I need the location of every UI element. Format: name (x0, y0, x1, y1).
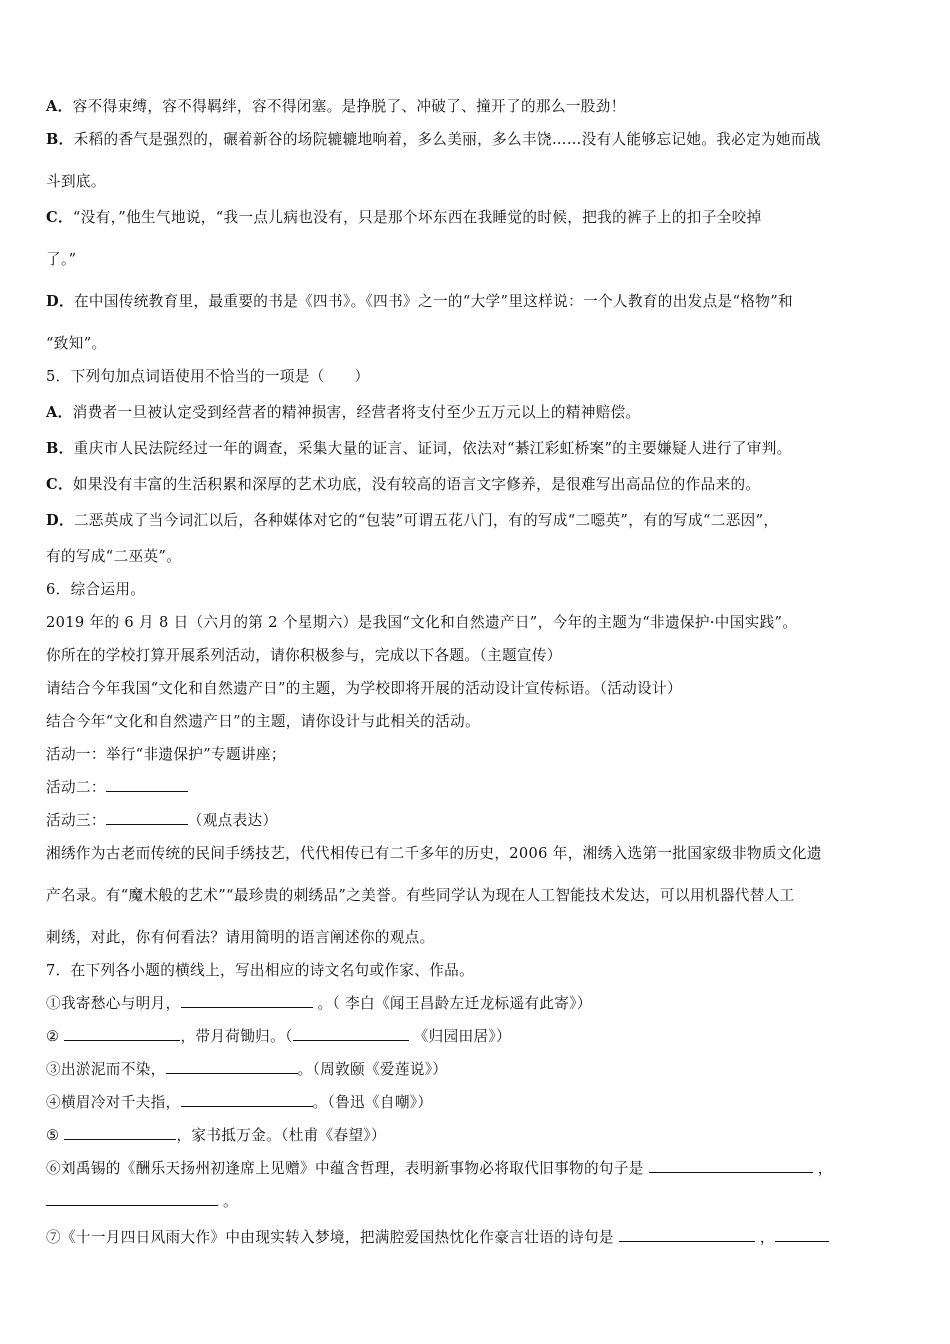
answer-blank[interactable] (649, 1158, 813, 1173)
answer-blank[interactable] (46, 1191, 218, 1206)
q5-option-b: B．重庆市人民法院经过一年的调查，采集大量的证言、证词，依法对“綦江彩虹桥案”的主要嫌疑人进行了审判。 (46, 440, 792, 457)
q5-option-c: C．如果没有丰富的生活积累和深厚的艺术功底，没有较高的语言文字修养，是很难写出高品位的作品来的。 (46, 476, 761, 493)
q4-option-c: C．“没有，”他生气地说，“我一点儿病也没有，只是那个坏东西在我睡觉的时候，把我的裤子上的扣子全咬掉 (46, 209, 762, 226)
q6-line: 2019 年的 6 月 8 日（六月的第 2 个星期六）是我国“文化和自然遗产日”，今年的主题为“非遗保护·中国实践”。 (46, 614, 798, 631)
q7-item-4: ④横眉冷对千夫指， 。（鲁迅《自嘲》） (46, 1094, 433, 1111)
answer-blank[interactable] (106, 810, 188, 825)
q7-item-6-cont: 。 (46, 1191, 908, 1213)
q5-option-d: D．二恶英成了当今词汇以后，各种媒体对它的“包装”可谓五花八门，有的写成“二噁英”，有的写成“二恶因”， (46, 512, 779, 529)
answer-blank[interactable] (64, 1026, 180, 1041)
q7-item-5: ⑤ ，家书抵万金。（杜甫《春望》） (46, 1127, 386, 1144)
q7-stem: 7．在下列各小题的横线上，写出相应的诗文名句或作家、作品。 (46, 962, 475, 979)
q7-item-1: ①我寄愁心与明月， 。（ 李白《闻王昌龄左迁龙标遥有此寄》） (46, 995, 592, 1012)
q4-option-d: D．在中国传统教育里，最重要的书是《四书》。《四书》之一的“大学”里这样说：一个人教育的出发点是“格物”和 (46, 293, 793, 310)
q6-line: 活动一：举行“非遗保护”专题讲座； (46, 746, 286, 763)
q7-item-3: ③出淤泥而不染， 。（周敦颐《爱莲说》） (46, 1061, 448, 1078)
q7-item-6: ⑥刘禹锡的《酬乐天扬州初逢席上见赠》中蕴含哲理，表明新事物必将取代旧事物的句子是 ， (46, 1160, 833, 1177)
answer-blank[interactable] (181, 1092, 313, 1107)
q4-option-c-cont: 了。” (46, 251, 77, 268)
q6-activity-two: 活动二： (46, 777, 908, 799)
q7-item-2: ② ，带月荷锄归。（ 《归园田居》） (46, 1028, 512, 1045)
q4-option-b: B．禾稻的香气是强烈的，碾着新谷的场院辘辘地响着，多么美丽，多么丰饶……没有人能够忘记她。我必定为她而战 (46, 131, 821, 148)
answer-blank[interactable] (619, 1227, 755, 1242)
q4-option-d-cont: “致知”。 (46, 335, 107, 352)
q4-option-b-cont: 斗到底。 (46, 173, 106, 190)
answer-blank[interactable] (775, 1227, 829, 1242)
q6-line: 你所在的学校打算开展系列活动，请你积极参与，完成以下各题。（主题宣传） (46, 647, 562, 664)
q6-line: 结合今年“文化和自然遗产日”的主题，请你设计与此相关的活动。 (46, 713, 481, 730)
q6-stem: 6．综合运用。 (46, 581, 146, 598)
answer-blank[interactable] (181, 993, 313, 1008)
q6-passage-line: 产名录。有“魔术般的艺术”“最珍贵的刺绣品”之美誉。有些同学认为现在人工智能技术发达，可以用机器代替人工 (46, 887, 795, 904)
answer-blank[interactable] (293, 1026, 409, 1041)
answer-blank[interactable] (64, 1125, 176, 1140)
q5-stem: 5．下列句加点词语使用不恰当的一项是（ ） (46, 368, 370, 385)
q5-option-a: A．消费者一旦被认定受到经营者的精神损害，经营者将支付至少五万元以上的精神赔偿。 (46, 404, 641, 421)
answer-blank[interactable] (106, 777, 188, 792)
q6-activity-three: 活动三： （观点表达） (46, 812, 278, 829)
q4-option-a: A．容不得束缚，容不得羁绊，容不得闭塞。是挣脱了、冲破了、撞开了的那么一股劲！ (46, 98, 626, 115)
q7-item-7: ⑦《十一月四日风雨大作》中由现实转入梦境，把满腔爱国热忱化作豪言壮语的诗句是 ， (46, 1227, 908, 1249)
q5-option-d-cont: 有的写成“二巫英”。 (46, 548, 182, 565)
q6-passage-line: 刺绣，对此，你有何看法？请用简明的语言阐述你的观点。 (46, 929, 435, 946)
q6-passage-line: 湘绣作为古老而传统的民间手绣技艺，代代相传已有二千多年的历史，2006 年，湘绣入选第一批国家级非物质文化遗 (46, 845, 822, 862)
answer-blank[interactable] (166, 1059, 298, 1074)
exam-page (46, 96, 908, 1249)
q6-line: 请结合今年我国“文化和自然遗产日”的主题，为学校即将开展的活动设计宣传标语。（活动设计） (46, 680, 682, 697)
